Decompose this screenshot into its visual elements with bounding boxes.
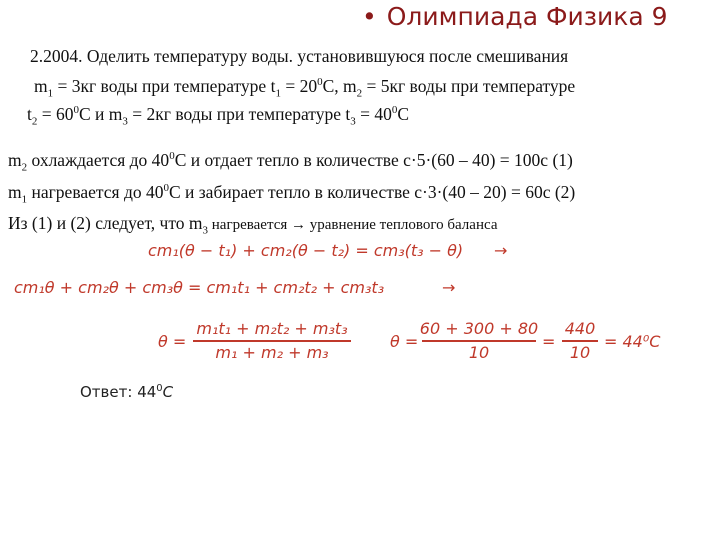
fraction-numerator: 440 bbox=[564, 319, 596, 338]
fraction-numerator: m₁t₁ + m₂t₂ + m₃t₃ bbox=[196, 319, 348, 338]
solution-line-2: $m_1$ нагревается до $40^0С$ и забирает тепло в количестве c·3·(40 – 20) = 60c (2) bbox=[8, 182, 576, 206]
fraction-denominator: 10 bbox=[569, 342, 591, 362]
theta-lhs-2: θ = bbox=[390, 332, 419, 351]
problem-line-1: 2.2004. Оделить температуру воды. установившуюся после смешивания bbox=[30, 46, 569, 66]
fraction-numerator: 60 + 300 + 80 bbox=[419, 319, 539, 338]
theta-lhs: θ = bbox=[158, 332, 187, 351]
expanded-equation: cm₁θ + cm₂θ + cm₃θ = cm₁t₁ + cm₂t₂ + cm₃t₃ bbox=[14, 278, 385, 297]
answer-label: Ответ: bbox=[80, 383, 133, 401]
result-value: = 44⁰C bbox=[604, 332, 661, 351]
problem-line-3: $t_2 = 60^0С$ и $m_3 = 2кг$ воды при температуре $t_3 = 40^0С$ bbox=[27, 104, 410, 128]
solution-line-3: Из (1) и (2) следует, что $m_3$ нагревается → уравнение теплового баланса bbox=[8, 213, 498, 237]
formula-fraction bbox=[193, 318, 351, 364]
fraction-denominator: 10 bbox=[468, 342, 490, 362]
numeric-fraction bbox=[419, 318, 539, 364]
arrow-icon: → bbox=[442, 278, 456, 297]
problem-line-2: $m_1 = 3кг$ воды при температуре $t_1 = 20^0С$, $m_2 = 5кг$ воды при температуре bbox=[34, 76, 576, 100]
answer-value: $44^0C$ bbox=[137, 383, 174, 401]
result-fraction bbox=[562, 318, 598, 364]
equals-sign: = bbox=[542, 332, 556, 351]
bullet-icon: • bbox=[362, 2, 377, 31]
arrow-icon: → bbox=[494, 241, 508, 260]
slide-title bbox=[362, 2, 668, 31]
fraction-denominator: m₁ + m₂ + m₃ bbox=[215, 342, 329, 362]
answer bbox=[80, 383, 173, 401]
title-text: Олимпиада Физика 9 bbox=[386, 2, 668, 31]
heat-balance-equation: cm₁(θ − t₁) + cm₂(θ − t₂) = cm₃(t₃ − θ) bbox=[148, 241, 464, 260]
solution-line-1: $m_2$ охлаждается до $40^0С$ и отдает тепло в количестве c·5·(60 – 40) = 100c (1) bbox=[8, 150, 573, 174]
